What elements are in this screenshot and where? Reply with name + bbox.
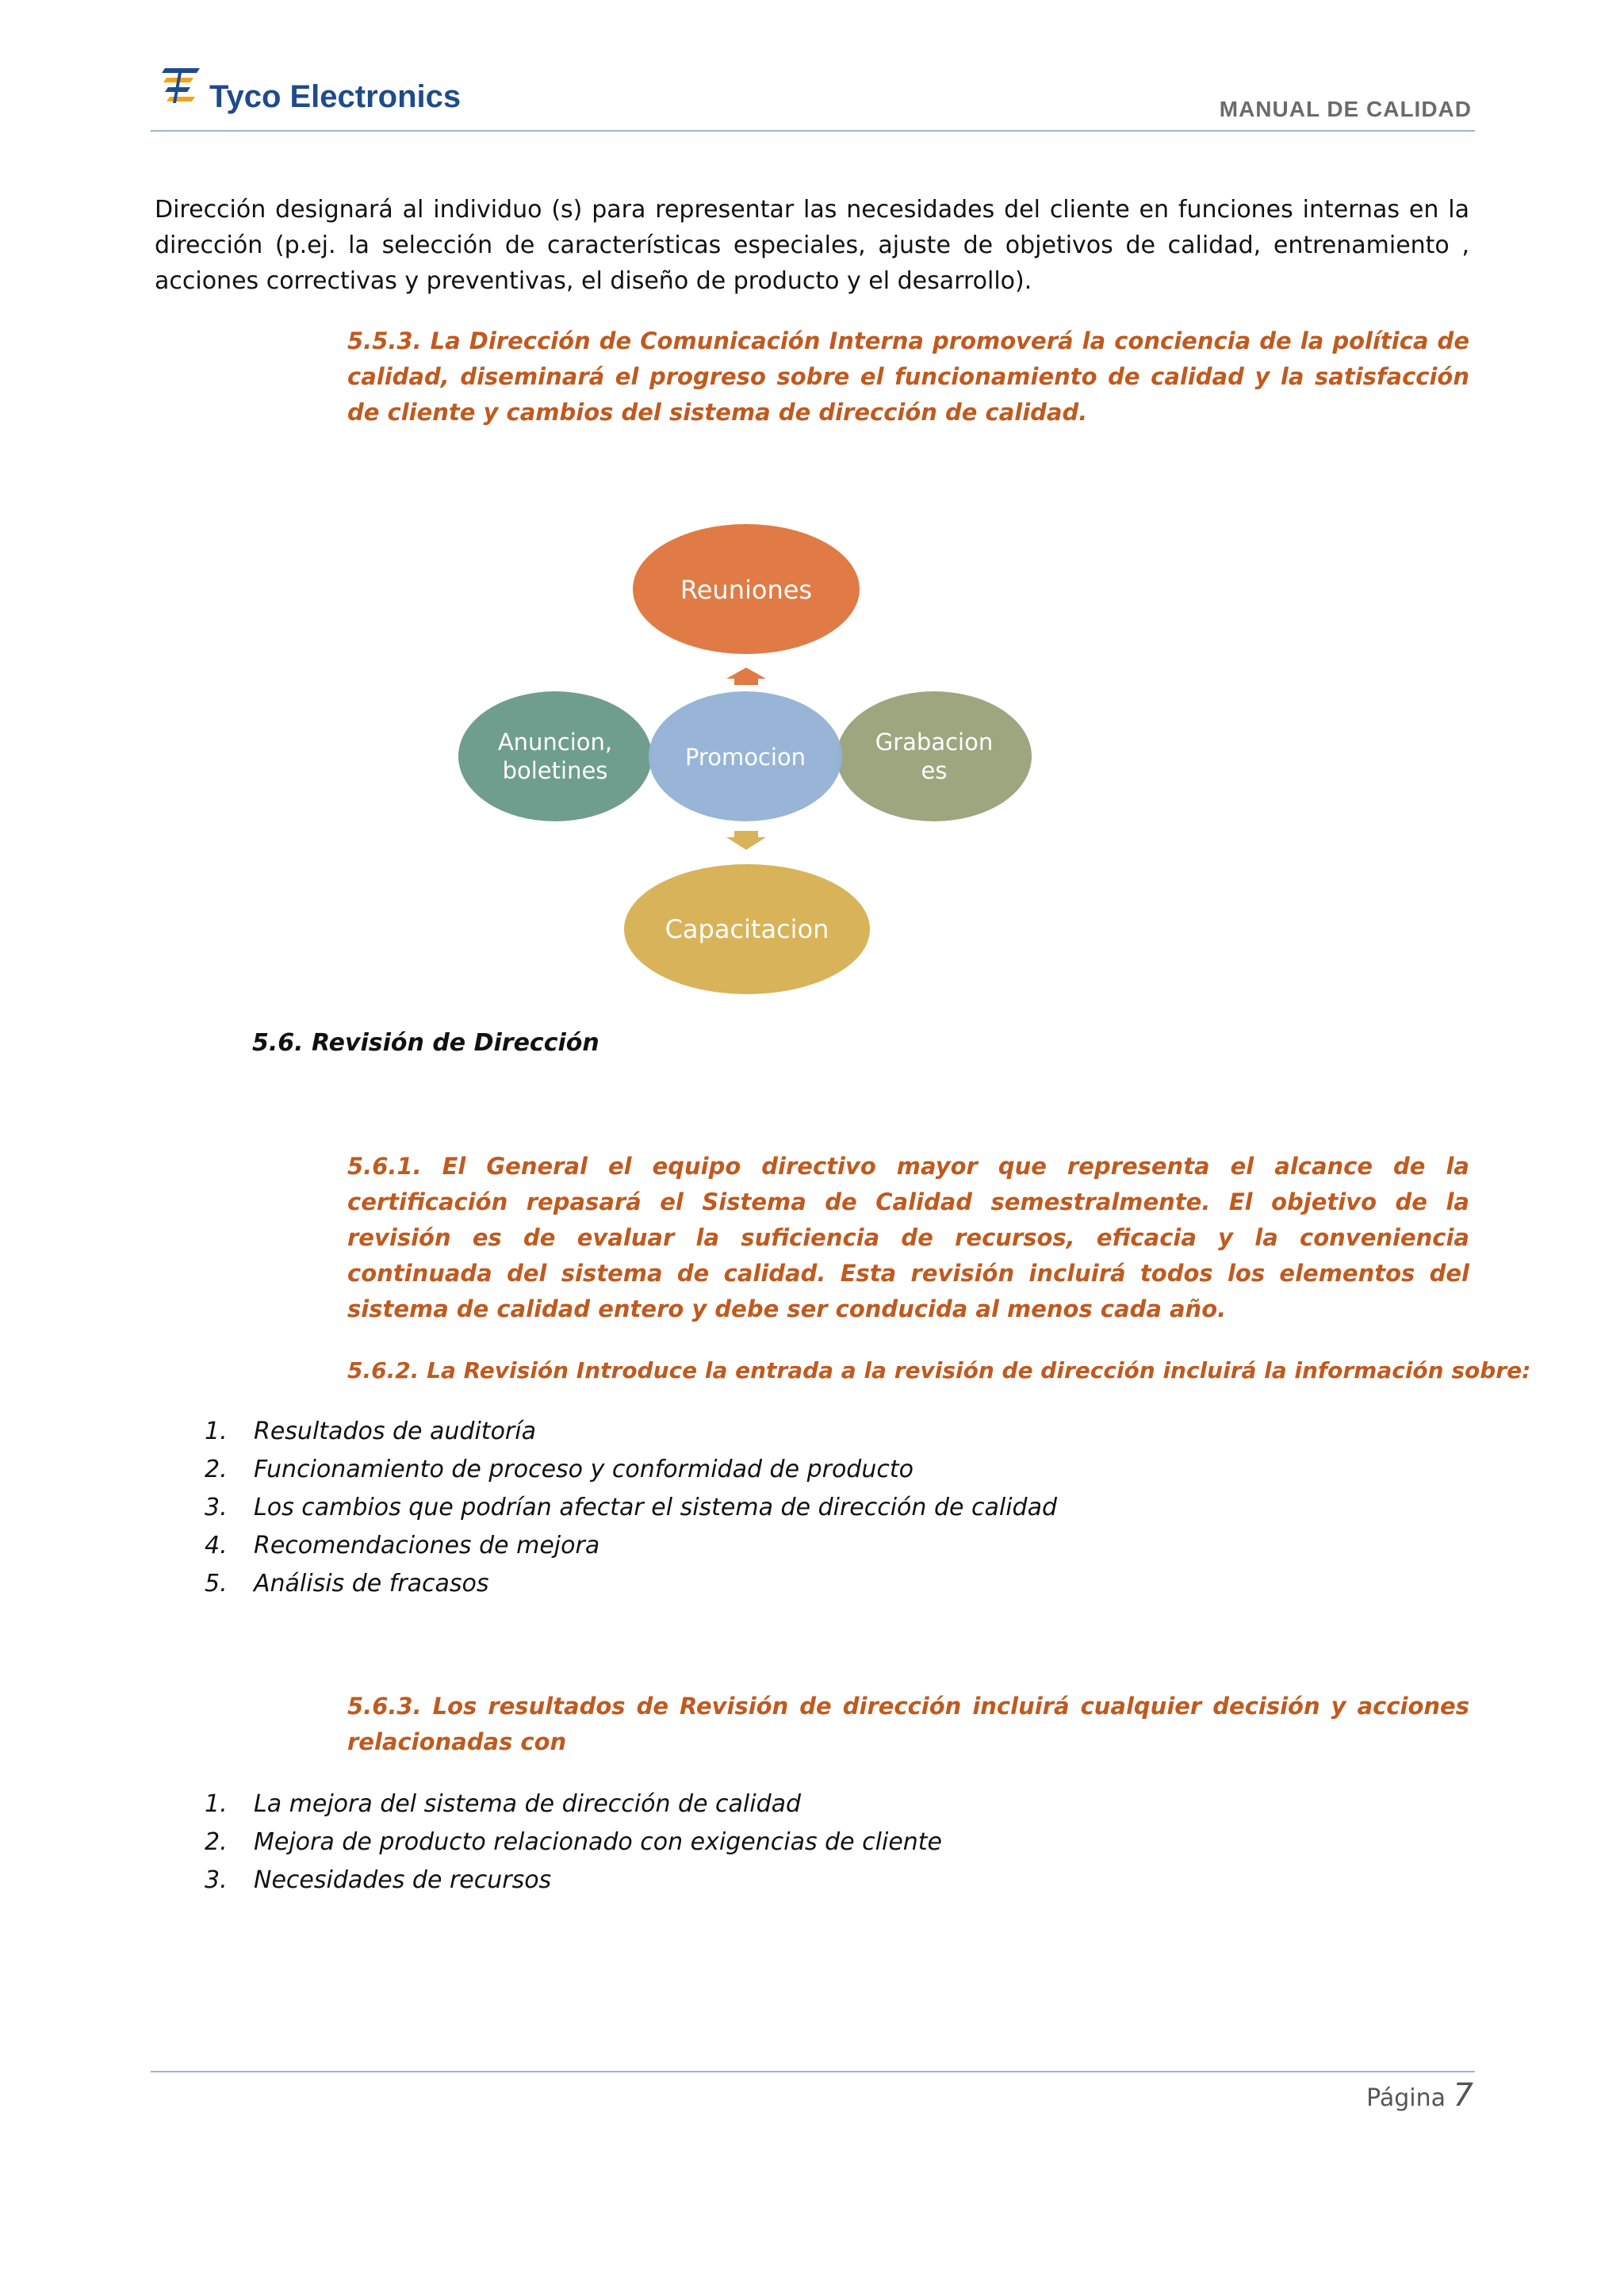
company-logo (159, 62, 500, 125)
section-5-6-1: 5.6.1. El General el equipo directivo mayor que representa el alcance de la certificación repasará el Sistema de Calidad semestralmente. El objetivo de la revisión es de evaluar la suficiencia de recursos, eficacia y la conveniencia continuada del sistema de calidad. Esta revisión incluirá todos los elementos del sistema de calidad entero y debe ser conducida al menos cada año. (347, 1153, 1469, 1322)
section-5-6-heading: 5.6. Revisión de Dirección (252, 1029, 599, 1057)
page-number (1366, 2077, 1473, 2114)
list-item (198, 1785, 1388, 1823)
list-item (198, 1565, 1388, 1603)
intro-paragraph: Dirección designará al individuo (s) para representar las necesidades del cliente en funciones internas en la dirección (p.ej. la selección de características especiales, ajuste de objetivos de calidad, entrenamiento , acciones correctivas y preventivas, el diseño de producto y el desarrollo). (155, 196, 1469, 295)
list-text: Necesidades de recursos (254, 1866, 552, 1894)
list-item (198, 1413, 1388, 1451)
list-text: Análisis de fracasos (254, 1570, 489, 1598)
diagram-label-left-1: Anuncion, (497, 729, 613, 756)
list-text: Mejora de producto relacionado con exigencias de cliente (254, 1828, 943, 1856)
list-item (198, 1527, 1388, 1565)
section-5-5-3: 5.5.3. La Dirección de Comunicación Interna promoverá la conciencia de la política de calidad, diseminará el progreso sobre el funcionamiento de calidad y la satisfacción de cliente y cambios del sistema de dirección de calidad. (347, 327, 1469, 426)
diagram-label-top: Reuniones (680, 575, 813, 605)
company-name: Tyco Electronics (209, 79, 462, 114)
list-item (198, 1489, 1388, 1527)
diagram-label-right-2: es (921, 757, 948, 784)
review-inputs-list (198, 1413, 1388, 1603)
diagram-label-bottom: Capacitacion (665, 914, 829, 944)
list-number: 2. (205, 1456, 228, 1483)
list-number: 1. (205, 1790, 228, 1818)
list-item (198, 1451, 1388, 1489)
page-number-value: 7 (1453, 2077, 1473, 2114)
tyco-logo-icon (159, 62, 206, 109)
diagram-label-right-1: Grabacion (875, 729, 994, 756)
header-divider (151, 130, 1475, 132)
diagram-label-center: Promocion (684, 744, 806, 771)
list-item (198, 1823, 1388, 1862)
arrow-down-icon (726, 831, 766, 850)
list-number: 3. (205, 1866, 228, 1894)
section-5-6-3: 5.6.3. Los resultados de Revisión de dirección incluirá cualquier decisión y acciones relacionadas con (347, 1693, 1469, 1755)
list-number: 3. (205, 1494, 228, 1521)
section-5-6-2: 5.6.2. La Revisión Introduce la entrada a la revisión de dirección incluirá la información sobre: (347, 1357, 1531, 1383)
list-number: 1. (205, 1418, 228, 1445)
diagram-node-right (837, 691, 1032, 821)
review-outputs-list (198, 1785, 1388, 1900)
diagram-label-left-2: boletines (502, 757, 608, 784)
list-item (198, 1862, 1388, 1900)
list-number: 2. (205, 1828, 228, 1856)
list-text: Los cambios que podrían afectar el sistema de dirección de calidad (254, 1494, 1058, 1521)
list-text: Resultados de auditoría (254, 1418, 536, 1445)
arrow-up-icon (726, 668, 766, 685)
list-number: 4. (205, 1532, 228, 1559)
page-label: Página (1366, 2084, 1446, 2112)
diagram-node-left (458, 691, 652, 821)
document-title: MANUAL DE CALIDAD (1219, 97, 1472, 121)
communication-diagram (444, 515, 1055, 1007)
footer-divider (151, 2071, 1475, 2072)
list-text: La mejora del sistema de dirección de calidad (254, 1790, 802, 1818)
list-text: Recomendaciones de mejora (254, 1532, 600, 1559)
list-number: 5. (205, 1570, 228, 1598)
list-text: Funcionamiento de proceso y conformidad de producto (254, 1456, 914, 1483)
